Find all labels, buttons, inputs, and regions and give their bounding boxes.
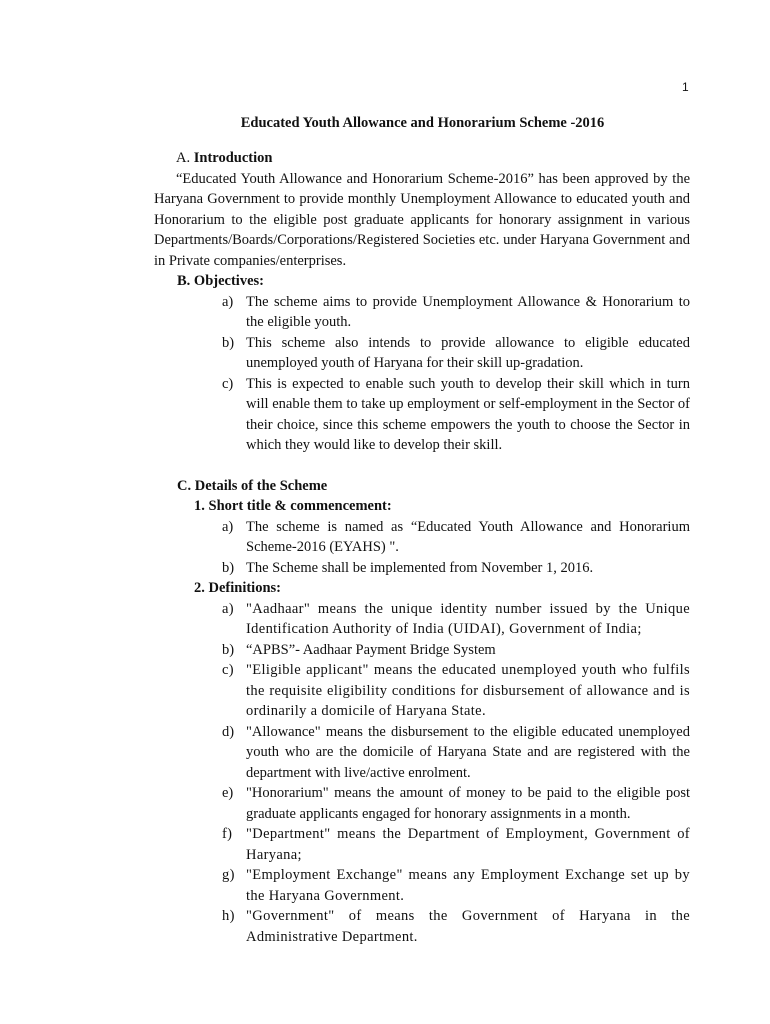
list-marker: f) [222,826,233,842]
list-marker: b) [222,559,235,576]
list-item-text: "Employment Exchange" means any Employment Exchange set up by the Haryana Government. [246,867,690,904]
list-marker: b) [222,334,235,351]
page-number: 1 [682,80,689,94]
definitions-heading: 2. Definitions: [194,580,281,596]
section-a-letter: A. [176,150,191,166]
list-marker: a) [222,293,234,310]
list-item-text: "Honorarium" means the amount of money to be paid to the eligible post graduate applicants engaged for honorary assignments in a month. [246,785,690,822]
list-item-text: "Department" means the Department of Employment, Government of Haryana; [246,826,690,863]
list-item-text: The scheme aims to provide Unemployment Allowance & Honorarium to the eligible youth. [246,293,690,330]
section-a-title: Introduction [193,150,273,166]
short-title-heading: 1. Short title & commencement: [194,498,392,514]
list-marker: h) [222,908,235,924]
list-item [222,824,690,865]
list-marker: e) [222,785,234,801]
list-marker: c) [222,662,234,678]
introduction-paragraph: “Educated Youth Allowance and Honorarium Scheme-2016” has been approved by the Haryana Government to provide monthly Unemployment Allowance to educated youth and Honorarium to the eligible post graduate applicants for honorary assignment in various Departments/Boards/Corporations/Registered Societies etc. under Haryana Government and in Private companies/enterprises. [154,170,690,269]
objectives-list [154,292,690,456]
section-a-heading [154,148,690,169]
list-item [222,660,690,722]
list-item-text: The Scheme shall be implemented from November 1, 2016. [246,559,594,576]
list-item-text: The scheme is named as “Educated Youth Allowance and Honorarium Scheme-2016 (EYAHS) ". [246,518,690,555]
document-body [154,148,690,947]
list-item [222,783,690,824]
list-item [222,722,690,784]
list-item [222,292,690,333]
section-b-heading: B. Objectives: [177,273,264,289]
list-item [222,558,690,579]
document-title: Educated Youth Allowance and Honorarium Scheme -2016 [240,115,605,131]
list-marker: a) [222,600,234,617]
list-item-text: This is expected to enable such youth to develop their skill which in turn will enable them to take up employment or self-employment in the Sector of their choice, since this scheme empowers the youth to choose the Sector in which they would like to develop their skill. [246,375,690,453]
list-item [222,865,690,906]
list-item [222,517,690,558]
short-title-list [154,517,690,579]
list-marker: d) [222,723,235,740]
section-c-heading: C. Details of the Scheme [177,477,328,494]
list-marker: g) [222,867,235,883]
list-item-text: This scheme also intends to provide allowance to eligible educated unemployed youth of Haryana for their skill up-gradation. [246,334,690,371]
list-item-text: “APBS”- Aadhaar Payment Bridge System [246,641,496,658]
list-item [222,374,690,456]
list-marker: b) [222,641,235,658]
list-item-text: "Government" of means the Government of Haryana in the Administrative Department. [246,908,690,945]
list-item [222,599,690,640]
list-item-text: "Aadhaar" means the unique identity number issued by the Unique Identification Authority of India (UIDAI), Government of India; [246,600,690,637]
list-item-text: "Allowance" means the disbursement to the eligible educated unemployed youth who are the domicile of Haryana State and are registered with the department with live/active enrolment. [246,723,690,781]
list-marker: c) [222,375,234,392]
list-item [222,640,690,661]
list-item-text: "Eligible applicant" means the educated unemployed youth who fulfils the requisite eligibility conditions for disbursement of allowance and is ordinarily a domicile of Haryana State. [246,662,690,719]
list-marker: a) [222,518,234,535]
list-item [222,906,690,947]
list-item [222,333,690,374]
definitions-list [154,599,690,948]
